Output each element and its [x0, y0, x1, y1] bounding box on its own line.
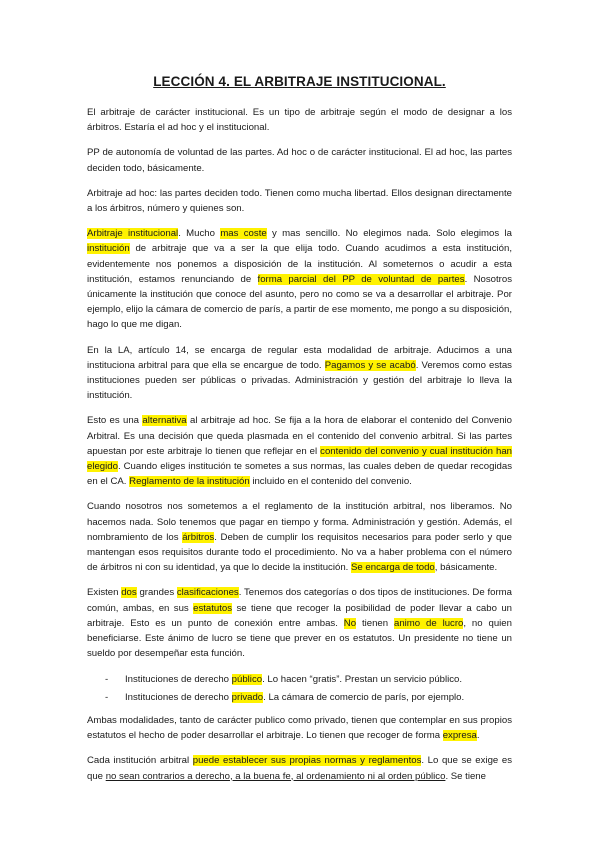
text-run: . Lo hacen “gratis”. Prestan un servicio público.	[262, 673, 463, 685]
highlighted-text: dos	[121, 587, 137, 599]
list-item	[105, 690, 512, 705]
highlighted-text: animo de lucro	[393, 617, 464, 629]
text-run: , no quien beneficiarse. Este ánimo de lucro se tiene que prever en os estatutos. Un presidente no tiene un sueldo por desempeñar esta función.	[87, 617, 512, 660]
text-run: .	[476, 730, 480, 742]
text-run: . Lo que se exige es que	[87, 755, 512, 782]
paragraph-alternative	[87, 413, 512, 489]
paragraph-ad-hoc: Arbitraje ad hoc: las partes deciden todo. Tienen como mucha libertad. Ellos designan directamente a los árbitros, número y quienes son.	[87, 187, 512, 215]
highlighted-text: expresa	[442, 730, 477, 742]
list-dash: -	[105, 673, 109, 685]
text-run: . Deben de cumplir los requisitos necesarios para poder serlo y que mantengan esos requisitos durante todo el procedimiento. No va a haber problema con el número de árbitros ni con su identidad, ya que lo decide la institución.	[87, 531, 512, 574]
highlighted-text: Pagamos y se acabó	[324, 359, 416, 371]
text-run: grandes	[136, 587, 177, 599]
text-run: En la LA, artículo 14, se encarga de regular esta modalidad de arbitraje. Aducimos a una instituciona arbitral para que ella se encargue de todo.	[87, 344, 512, 371]
text-run: y mas sencillo. No elegimos nada. Solo elegimos la	[266, 228, 512, 240]
page-title: LECCIÓN 4. EL ARBITRAJE INSTITUCIONAL.	[153, 74, 446, 89]
highlighted-text: público	[231, 673, 263, 685]
underlined-text: no sean contrarios a derecho, a la buena fe, al ordenamiento ni al orden público	[105, 770, 446, 782]
text-run: incluido en el contenido del convenio.	[249, 476, 412, 488]
text-run: al arbitraje ad hoc. Se fija a la hora de elaborar el contenido del Convenio Arbitral. Es una decisión que queda plasmada en el contenido del convenio arbitral. Si las partes apuestan por este arbitraje lo tienen que reflejar en el	[87, 415, 512, 457]
highlighted-text: puede establecer sus propias normas y reglamentos	[192, 755, 422, 767]
highlighted-text: contenido del convenio y cual institución han elegido	[87, 445, 512, 473]
text-run: de arbitraje que va a ser la que elija todo. Cuando acudimos a esta institución, evidentemente nos ponemos a disposición de la institución. Al someternos o acudir a esta institución, estamos renunciando de	[87, 243, 512, 285]
text-run: . La cámara de comercio de parís, por ejemplo.	[263, 691, 465, 703]
text-run: Esto es una	[87, 415, 143, 427]
text-run: Existen	[87, 587, 122, 599]
highlighted-text: clasificaciones	[176, 587, 239, 599]
paragraph-own-rules	[87, 753, 512, 783]
highlighted-text: privado	[231, 691, 264, 703]
list-item	[105, 672, 512, 687]
highlighted-text: mas coste	[220, 228, 267, 240]
list-item-private	[125, 690, 464, 705]
text-run: Ambas modalidades, tanto de carácter publico como privado, tienen que contemplar en sus propios estatutos el hecho de poder desarrollar el arbitraje. Lo tienen que recoger de forma	[87, 714, 512, 742]
list-item-public	[125, 672, 462, 687]
institution-types-list	[87, 672, 512, 705]
highlighted-text: institución	[87, 243, 130, 255]
text-run: Cada institución arbitral	[87, 755, 193, 767]
text-run: . Tenemos dos categorías o dos tipos de instituciones. De forma común, ambas, en sus	[87, 587, 512, 614]
text-run: . Se tiene	[445, 770, 486, 782]
text-run: tienen	[356, 617, 394, 629]
highlighted-text: Reglamento de la institución	[129, 476, 250, 488]
highlighted-text: No	[343, 617, 357, 629]
text-run: , básicamente.	[434, 562, 498, 574]
text-run: . Nosotros únicamente la institución que conoce del asunto, pero no como se va a desarrollar el arbitraje. Por ejemplo, elijo la cámara de comercio de parís, a partir de ese momento, me pongo a su disposición, hago lo que me digan.	[87, 273, 512, 331]
list-dash: -	[105, 691, 109, 703]
text-run: Instituciones de derecho	[125, 673, 232, 685]
paragraph-classifications	[87, 585, 512, 661]
highlighted-text: forma parcial del PP de voluntad de partes	[257, 273, 465, 285]
highlighted-text: Se encarga de todo	[351, 562, 435, 574]
paragraph-submission	[87, 499, 512, 575]
text-run: Cuando nosotros nos sometemos a el reglamento de la institución arbitral, nos liberamos. No hacemos nada. Solo tenemos que pagar en tiempo y forma. Administración y gestión. Además, el nombramiento de los	[87, 501, 512, 543]
highlighted-text: estatutos	[193, 602, 233, 614]
text-run: . Veremos como estas instituciones pueden ser públicas o privadas. Administración y gestión del arbitraje lo lleva la institución.	[87, 359, 512, 402]
highlighted-text: Arbitraje institucional	[87, 228, 179, 240]
paragraph-article-14	[87, 343, 512, 404]
paragraph-autonomy: PP de autonomía de voluntad de las partes. Ad hoc o de carácter institucional. El ad hoc, las partes deciden todo, básicamente.	[87, 147, 512, 174]
paragraph-both-modalities	[87, 713, 512, 743]
text-run: se tiene que recoger la posibilidad de poder llevar a cabo un arbitraje. Esto es un punto de conexión entre ambas.	[87, 602, 512, 629]
text-run: Instituciones de derecho	[125, 691, 232, 703]
text-run: . Cuando eliges institución te sometes a sus normas, las cuales deben de quedar recogidas en el CA.	[87, 461, 512, 488]
paragraph-institutional	[87, 226, 512, 332]
highlighted-text: alternativa	[142, 415, 187, 427]
highlighted-text: árbitros	[182, 531, 215, 543]
paragraph-intro: El arbitraje de carácter institucional. Es un tipo de arbitraje según el modo de designar a los árbitros. Estaría el ad hoc y el institucional.	[87, 107, 512, 134]
text-run: . Mucho	[178, 228, 221, 240]
